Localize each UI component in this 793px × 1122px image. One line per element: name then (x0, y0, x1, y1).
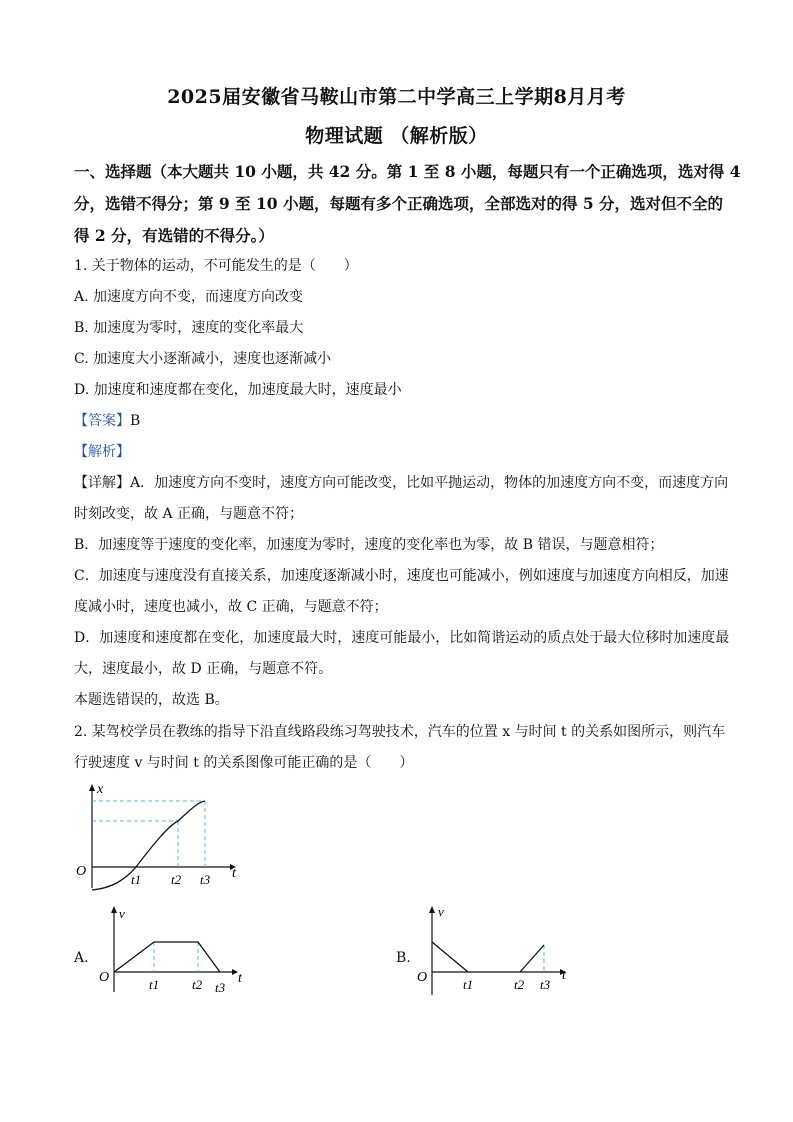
xt-tick-t1: t1 (131, 872, 142, 887)
q1-option-b: B. 加速度为零时，速度的变化率最大 (74, 320, 304, 336)
b-vt-line-2 (520, 945, 544, 972)
b-vt-line-1 (432, 942, 468, 972)
b-t-label: t (562, 968, 566, 983)
b-origin-label: O (417, 970, 428, 985)
xt-origin-label: O (76, 864, 87, 879)
xt-tick-t3: t3 (200, 872, 211, 887)
b-tick-t3: t3 (540, 977, 551, 992)
q1-detail-line-7: 大，速度最小，故 D 正确，与题意不符。 (74, 661, 333, 677)
option-a-vt-graph (92, 900, 252, 1000)
xt-curve (92, 801, 205, 890)
analysis-tag: 【解析】 (74, 444, 130, 460)
b-tick-t2: t2 (514, 977, 525, 992)
a-t-label: t (238, 971, 242, 986)
b-v-arrow (429, 906, 435, 913)
xt-y-label: x (97, 782, 104, 797)
a-tick-t1: t1 (149, 977, 160, 992)
detail-text: A．加速度方向不变时，速度方向可能改变，比如平抛运动，物体的加速度方向不变，而速度方向 (130, 475, 729, 491)
xt-tick-t2: t2 (171, 872, 182, 887)
answer-value: B (130, 413, 141, 429)
xt-x-arrow (89, 784, 95, 791)
a-v-label: v (119, 906, 125, 921)
q1-option-a: A. 加速度方向不变，而速度方向改变 (74, 289, 304, 305)
a-tick-t3: t3 (215, 980, 226, 995)
a-tick-t2: t2 (192, 977, 203, 992)
document-title: 2025届安徽省马鞍山市第二中学高三上学期8月月考 (167, 86, 626, 108)
a-vt-line (114, 942, 220, 972)
q1-detail-line-2: 时刻改变，故 A 正确，与题意不符； (74, 506, 304, 522)
q1-analysis-tag (74, 442, 724, 462)
xt-t-label: t (232, 866, 236, 881)
q1-detail-line-6: D．加速度和速度都在变化，加速度最大时，速度可能最小，比如简谐运动的质点处于最大位移时加速度最 (74, 630, 730, 646)
option-b-vt-graph (410, 900, 580, 1000)
q2-xt-graph (70, 780, 250, 895)
q2-stem-line-2: 行驶速度 v 与时间 t 的关系图像可能正确的是（ ） (74, 755, 414, 771)
q1-stem: 1. 关于物体的运动，不可能发生的是（ ） (74, 258, 358, 274)
b-tick-t1: t1 (463, 977, 474, 992)
q2-stem-line-1: 2. 某驾校学员在教练的指导下沿直线路段练习驾驶技术，汽车的位置 x 与时间 t 的关系如图所示，则汽车 (74, 724, 726, 740)
q1-detail-line-4: C．加速度与速度没有直接关系，加速度逐渐减小时，速度也可能减小，例如速度与加速度方向相反，加速 (74, 568, 729, 584)
answer-tag: 【答案】 (74, 413, 130, 429)
section-header-line-3: 得 2 分，有选错的不得分。） (74, 226, 274, 245)
q1-answer (74, 411, 724, 431)
detail-tag: 【详解】 (74, 475, 130, 491)
q1-option-d: D. 加速度和速度都在变化，加速度最大时，速度最小 (74, 382, 402, 398)
q1-detail-line-5: 度减小时，速度也减小，故 C 正确，与题意不符； (74, 599, 388, 615)
section-header-line-1: 一、选择题（本大题共 10 小题，共 42 分。第 1 至 8 小题，每题只有一个正确选项，选对得 4 (74, 162, 741, 181)
a-v-arrow (111, 906, 117, 913)
option-a-label: A. (74, 950, 89, 966)
q1-detail-line-3: B．加速度等于速度的变化率，加速度为零时，速度的变化率也为零，故 B 错误，与题意相符； (74, 537, 664, 553)
a-origin-label: O (99, 970, 110, 985)
b-v-label: v (438, 904, 444, 919)
document-subtitle: 物理试题 （解析版） (305, 125, 488, 147)
option-b-label: B. (396, 950, 411, 966)
q1-option-c: C. 加速度大小逐渐减小，速度也逐渐减小 (74, 351, 332, 367)
section-header-line-2: 分，选错不得分；第 9 至 10 小题，每题有多个正确选项，全部选对的得 5 分，选对但不全的 (74, 194, 724, 213)
q1-conclusion: 本题选错误的，故选 B。 (74, 692, 229, 708)
q1-detail-line-1 (74, 473, 729, 493)
